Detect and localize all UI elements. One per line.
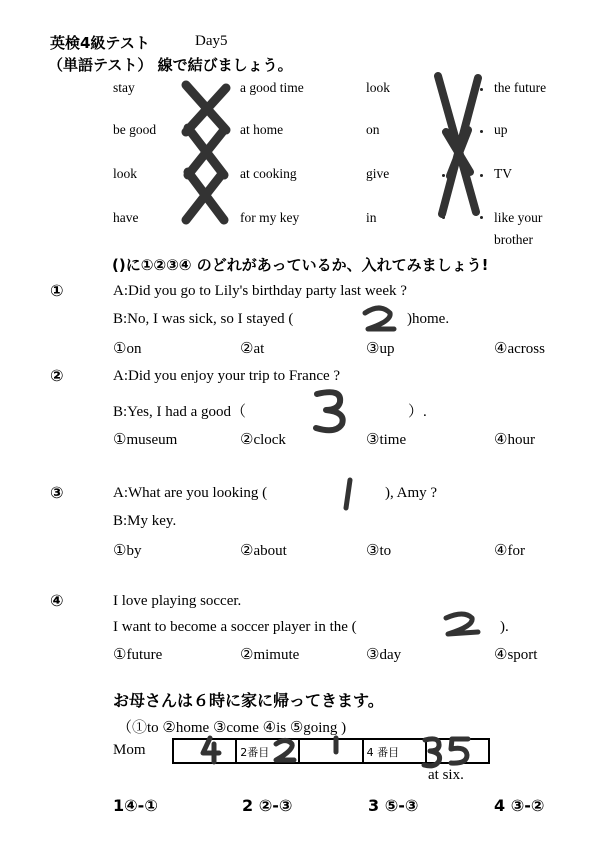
handwritten-answer-2 bbox=[440, 612, 484, 640]
handwritten-answer-1 bbox=[338, 478, 358, 510]
option-1: ①on bbox=[113, 341, 142, 357]
ordering-suffix: at six. bbox=[428, 767, 464, 783]
match-right-a-4: for my key bbox=[240, 210, 300, 225]
question-line-a-post: ), Amy ? bbox=[385, 485, 438, 501]
match-left-b-4: in bbox=[366, 210, 377, 225]
question-line-b-post: )home. bbox=[407, 311, 450, 327]
ordering-sentence: お母さんは６時に家に帰ってきます。 bbox=[113, 691, 384, 710]
question-line-a: A:Did you go to Lily's birthday party last week ? bbox=[113, 283, 407, 299]
option-3: ③time bbox=[366, 432, 407, 448]
match-right-b-3: TV bbox=[494, 166, 512, 181]
handwritten-matching-lines-right bbox=[430, 72, 490, 222]
match-right-b-2: up bbox=[494, 122, 508, 137]
option-4: ④sport bbox=[494, 647, 538, 663]
day-label: Day5 bbox=[195, 33, 228, 49]
question-line-b-post: ). bbox=[500, 619, 509, 635]
match-right-a-2: at home bbox=[240, 122, 284, 137]
question-marker: ③ bbox=[50, 483, 64, 502]
option-3: ③up bbox=[366, 341, 395, 357]
handwritten-answer-2 bbox=[272, 738, 296, 764]
match-left-b-1: look bbox=[366, 80, 391, 95]
option-3: ③to bbox=[366, 543, 392, 559]
question-line-a: A:Did you enjoy your trip to France ? bbox=[113, 368, 341, 384]
handwritten-answer-3 bbox=[422, 736, 444, 770]
option-2: ②mimute bbox=[240, 647, 300, 663]
question-line-a-pre: A:What are you looking ( bbox=[113, 485, 268, 501]
option-2: ②clock bbox=[240, 432, 286, 448]
answer-key-4: 4 ③-② bbox=[494, 796, 545, 815]
match-left-a-2: be good bbox=[113, 122, 157, 137]
answer-key-2: 2 ②-③ bbox=[242, 796, 293, 815]
handwritten-answer-1 bbox=[328, 736, 344, 762]
match-right-b-4-cont: brother bbox=[494, 232, 533, 247]
question-line-b-post: ）. bbox=[408, 404, 427, 420]
match-right-a-3: at cooking bbox=[240, 166, 297, 181]
handwritten-answer-5 bbox=[446, 736, 472, 768]
question-line-b-pre: B:Yes, I had a good（ bbox=[113, 404, 247, 420]
ordering-choices: （①to ②home ③come ④is ⑤going ) bbox=[117, 720, 347, 736]
handwritten-matching-lines-left bbox=[178, 80, 238, 230]
option-4: ④hour bbox=[494, 432, 535, 448]
option-4: ④for bbox=[494, 543, 525, 559]
question-line-a: I love playing soccer. bbox=[113, 593, 242, 609]
handwritten-answer-3 bbox=[312, 388, 352, 436]
question-marker: ② bbox=[50, 366, 64, 385]
option-4: ④across bbox=[494, 341, 545, 357]
answer-key-3: 3 ⑤-③ bbox=[368, 796, 419, 815]
question-line-b: B:My key. bbox=[113, 513, 177, 529]
ordering-cell-label: 2番目 bbox=[240, 746, 270, 759]
option-1: ①by bbox=[113, 543, 142, 559]
option-1: ①future bbox=[113, 647, 163, 663]
match-left-a-4: have bbox=[113, 210, 139, 225]
match-right-b-1: the future bbox=[494, 80, 547, 95]
answer-key-1: 1④-① bbox=[113, 796, 158, 815]
match-left-b-2: on bbox=[366, 122, 380, 137]
ordering-cell-label: 4 番目 bbox=[366, 746, 400, 759]
ordering-cell-4 bbox=[364, 740, 427, 762]
option-3: ③day bbox=[366, 647, 402, 663]
question-line-b-pre: B:No, I was sick, so I stayed ( bbox=[113, 311, 294, 327]
section-subtitle: （単語テスト） 線で結びましょう。 bbox=[48, 56, 293, 74]
option-2: ②at bbox=[240, 341, 265, 357]
worksheet-title: 英検4級テスト bbox=[50, 34, 150, 52]
ordering-prefix: Mom bbox=[113, 742, 146, 758]
option-2: ②about bbox=[240, 543, 287, 559]
question-line-b-pre: I want to become a soccer player in the ( bbox=[113, 619, 357, 635]
instruction-text: ()に①②③④ のどれがあっているか、入れてみましょう! bbox=[112, 256, 489, 274]
match-left-b-3: give bbox=[366, 166, 390, 181]
match-right-b-4: like your bbox=[494, 210, 543, 225]
match-left-a-1: stay bbox=[113, 80, 135, 95]
handwritten-answer-4 bbox=[200, 736, 222, 764]
match-left-a-3: look bbox=[113, 166, 138, 181]
handwritten-answer-2 bbox=[360, 305, 400, 335]
option-1: ①museum bbox=[113, 432, 178, 448]
match-right-a-1: a good time bbox=[240, 80, 304, 95]
question-marker: ④ bbox=[50, 591, 64, 610]
question-marker: ① bbox=[50, 281, 64, 300]
